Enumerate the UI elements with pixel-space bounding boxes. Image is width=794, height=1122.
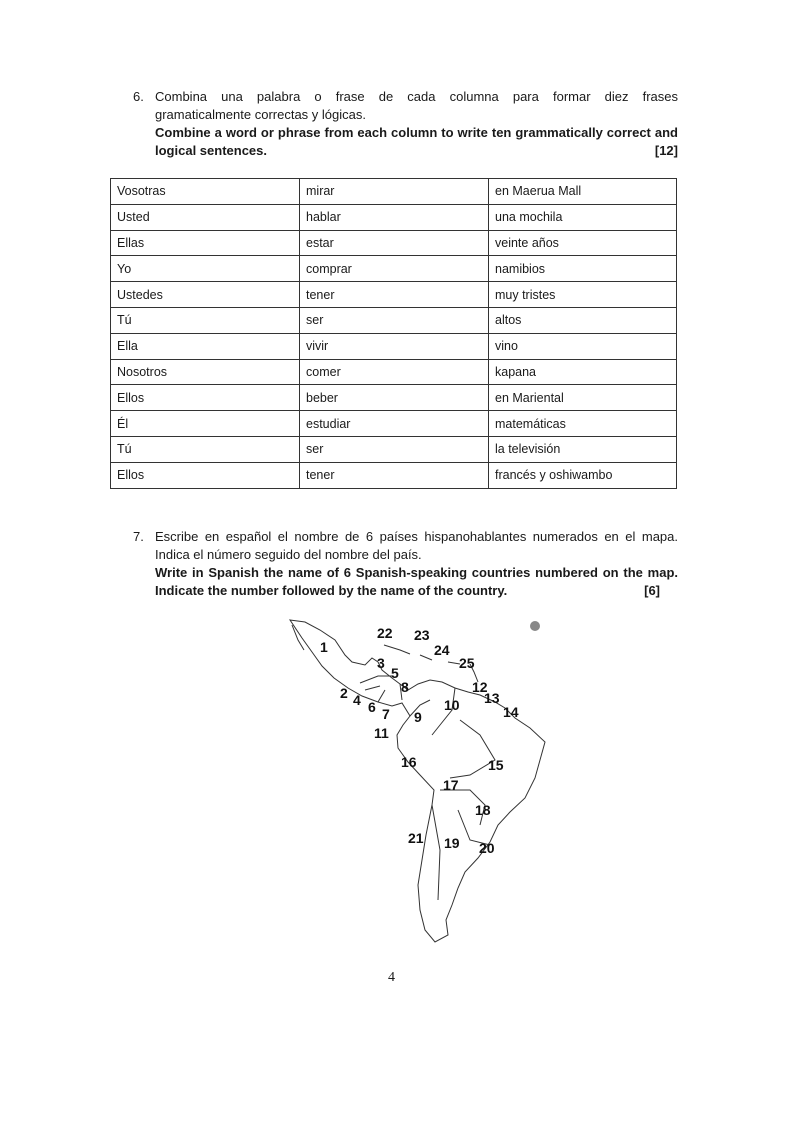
subject-cell: Él bbox=[111, 411, 300, 437]
verb-cell: comer bbox=[300, 359, 489, 385]
complement-cell: vino bbox=[489, 333, 677, 359]
map-label-5: 5 bbox=[391, 665, 399, 681]
question-number: 6. bbox=[133, 89, 144, 104]
map-label-10: 10 bbox=[444, 697, 460, 713]
instruction-es-cont: Indica el número seguido del nombre del país. bbox=[155, 547, 422, 562]
map-label-25: 25 bbox=[459, 655, 475, 671]
map-label-3: 3 bbox=[377, 655, 385, 671]
marks: [12] bbox=[654, 143, 678, 158]
complement-cell: matemáticas bbox=[489, 411, 677, 437]
subject-cell: Ellas bbox=[111, 230, 300, 256]
complement-cell: veinte años bbox=[489, 230, 677, 256]
map-label-9: 9 bbox=[414, 709, 422, 725]
map-label-17: 17 bbox=[443, 777, 459, 793]
map-label-15: 15 bbox=[488, 757, 504, 773]
verb-cell: estudiar bbox=[300, 411, 489, 437]
subject-cell: Nosotros bbox=[111, 359, 300, 385]
verb-cell: vivir bbox=[300, 333, 489, 359]
instruction-es: Escribe en español el nombre de 6 países hispanohablantes numerados en el mapa. bbox=[155, 529, 678, 544]
subject-cell: Vosotras bbox=[111, 179, 300, 205]
instruction-en: Combine a word or phrase from each column to write ten grammatically correct and bbox=[155, 125, 678, 140]
verb-cell: mirar bbox=[300, 179, 489, 205]
subject-cell: Yo bbox=[111, 256, 300, 282]
complement-cell: altos bbox=[489, 307, 677, 333]
instruction-es: Combina una palabra o frase de cada columna para formar diez frases bbox=[155, 89, 678, 104]
verb-cell: estar bbox=[300, 230, 489, 256]
verb-cell: comprar bbox=[300, 256, 489, 282]
subject-cell: Usted bbox=[111, 204, 300, 230]
verb-cell: ser bbox=[300, 436, 489, 462]
map-label-14: 14 bbox=[503, 704, 519, 720]
map-label-21: 21 bbox=[408, 830, 424, 846]
verb-cell: tener bbox=[300, 462, 489, 488]
complement-cell: en Mariental bbox=[489, 385, 677, 411]
map-label-4: 4 bbox=[353, 692, 361, 708]
map-label-23: 23 bbox=[414, 627, 430, 643]
complement-cell: namibios bbox=[489, 256, 677, 282]
map-label-12: 12 bbox=[472, 679, 488, 695]
subject-cell: Ellos bbox=[111, 462, 300, 488]
subject-cell: Ustedes bbox=[111, 282, 300, 308]
verb-cell: tener bbox=[300, 282, 489, 308]
marks: [6] bbox=[644, 583, 660, 598]
map-label-1: 1 bbox=[320, 639, 328, 655]
map-label-24: 24 bbox=[434, 642, 450, 658]
map-label-20: 20 bbox=[479, 840, 495, 856]
map-label-18: 18 bbox=[475, 802, 491, 818]
map-label-2: 2 bbox=[340, 685, 348, 701]
complement-cell: muy tristes bbox=[489, 282, 677, 308]
verb-cell: beber bbox=[300, 385, 489, 411]
complement-cell: la televisión bbox=[489, 436, 677, 462]
map-label-22: 22 bbox=[377, 625, 393, 641]
map-label-13: 13 bbox=[484, 690, 500, 706]
subject-cell: Ella bbox=[111, 333, 300, 359]
question-number: 7. bbox=[133, 529, 144, 544]
instruction-en-cont: Indicate the number followed by the name of the country. bbox=[155, 583, 508, 598]
complement-cell: kapana bbox=[489, 359, 677, 385]
verb-cell: hablar bbox=[300, 204, 489, 230]
instruction-en-cont: logical sentences. bbox=[155, 143, 267, 158]
verb-cell: ser bbox=[300, 307, 489, 333]
page-number: 4 bbox=[388, 970, 395, 985]
complement-cell: una mochila bbox=[489, 204, 677, 230]
map-label-11: 11 bbox=[374, 725, 389, 741]
plus-icon bbox=[530, 621, 540, 631]
map-label-16: 16 bbox=[401, 754, 417, 770]
instruction-en: Write in Spanish the name of 6 Spanish-speaking countries numbered on the map. bbox=[155, 565, 678, 580]
complement-cell: en Maerua Mall bbox=[489, 179, 677, 205]
map-label-6: 6 bbox=[368, 699, 376, 715]
map-label-19: 19 bbox=[444, 835, 460, 851]
instruction-es-cont: gramaticalmente correctas y lógicas. bbox=[155, 107, 366, 122]
continent-outline bbox=[290, 620, 545, 942]
complement-cell: francés y oshiwambo bbox=[489, 462, 677, 488]
subject-cell: Tú bbox=[111, 307, 300, 333]
map-label-7: 7 bbox=[382, 706, 390, 722]
subject-cell: Tú bbox=[111, 436, 300, 462]
subject-cell: Ellos bbox=[111, 385, 300, 411]
map-label-8: 8 bbox=[401, 679, 409, 695]
